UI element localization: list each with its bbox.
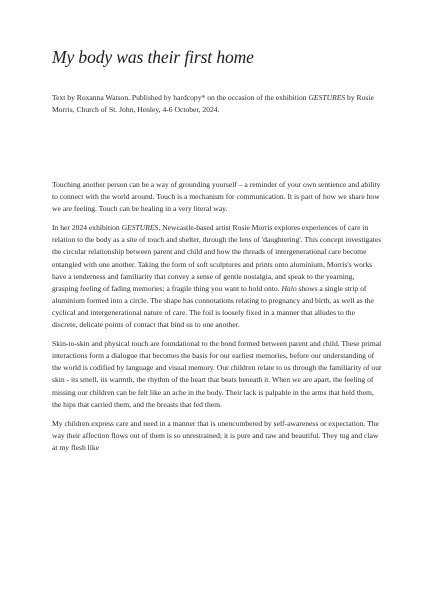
exhibition-name: GESTURES xyxy=(308,93,346,102)
body-text xyxy=(52,179,382,454)
paragraph-3: Skin-to-skin and physical touch are foundational to the bond formed between parent and child. These primal interactions form a dialogue that becomes the basis for our earliest memories, before our understanding of the world is codified by language and visual memory. Our children relate to us through the familiarity of our skin - its smell, its warmth, the rhythm of the heart that beats beneath it. When we are apart, the feeling of missing our children can be felt like an ache in the body. Their lack is palpable in the arms that held them, the hips that carried them, and the breasts that fed them. xyxy=(52,339,382,409)
paragraph-2-e: shows a single strip of aluminium formed into a circle. The shape has connotations relating to pregnancy and birth, as well as the cyclical and intergenerational nature of care. The foil is loosely fixed in a manner that alludes to the discrete, delicate points of contact that bind us to one another. xyxy=(52,283,374,330)
credits-part-2: by Rosie Morris, Church of St. John, Henley, 4-6 October, 2024. xyxy=(52,93,374,114)
paragraph-2-c: , Newcastle-based artist Rosie Morris explores experiences of care in relation to the body as a site of touch and shelter, through the lens of 'daughtering'. This concept investigates the circular relationship between parent and child and how the threads of intergenerational care become entangled with one another. Taking the form of soft sculptures and prints onto aluminium, Morris's works have a tenderness and familiarity that convey a sense of gentle nostalgia, and speak to the yearning, grasping feeling of fading memories; a fragile thing you want to hold onto. xyxy=(52,223,382,293)
paragraph-2-halo: Halo xyxy=(281,283,297,293)
credits-line xyxy=(52,92,382,116)
document-page xyxy=(52,46,382,461)
document-title: My body was their first home xyxy=(52,47,254,67)
paragraph-2-exhibition: GESTURES xyxy=(121,223,159,233)
paragraph-1: Touching another person can be a way of grounding yourself – a reminder of your own sentience and ability to connect with the world around. Touch is a mechanism for communication. It is part of how we share how we are feeling. Touch can be healing in a very literal way. xyxy=(52,180,381,214)
paragraph-2-a: In her 2024 exhibition xyxy=(52,223,122,233)
credits-part-1: Text by Roxanna Watson. Published by hardcopy* on the occasion of the exhibition xyxy=(52,93,307,102)
paragraph-4: My children express care and need in a manner that is unencumbered by self-awareness or expectation. The way their affection flows out of them is so unrestrained; it is pure and raw and beautiful. They tug and claw at my flesh like xyxy=(52,418,379,452)
paragraph-2 xyxy=(52,222,382,331)
